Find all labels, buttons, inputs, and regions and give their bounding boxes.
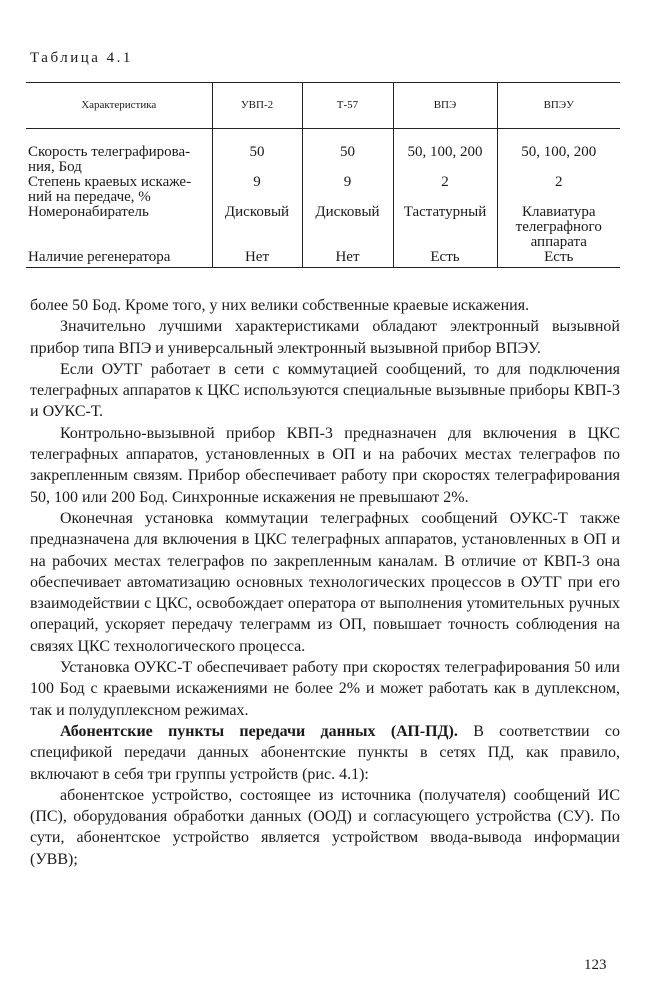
paragraph: абонентское устройство, состоящее из источника (получателя) сообщений ИС (ПС), оборудования обработки данных (ООД) и согласующего устройства (СУ). По сути, абонентское устройство является устройством ввода-вывода информации (УВВ); xyxy=(30,786,620,868)
table-cell: Есть xyxy=(497,250,620,268)
table-row xyxy=(26,250,620,268)
column-header: ВПЭ xyxy=(393,83,497,129)
table-cell: Нет xyxy=(302,250,393,268)
table-cell: Нет xyxy=(212,250,302,268)
paragraph: Установка ОУКС-Т обеспечивает работу при скоростях телеграфирования 50 или 100 Бод с краевыми искажениями не более 2% и может работать как в дуплексном, так и полудуплексном режимах. xyxy=(30,659,620,719)
table-row xyxy=(26,205,620,250)
column-header: УВП-2 xyxy=(212,83,302,129)
table-cell: 2 xyxy=(497,175,620,205)
table-cell: 2 xyxy=(393,175,497,205)
table-row xyxy=(26,175,620,205)
column-header: Характеристика xyxy=(26,83,212,129)
table-cell: 50 xyxy=(302,129,393,176)
table-caption: Таблица 4.1 xyxy=(30,50,133,66)
row-label: Номеронабиратель xyxy=(28,204,149,220)
row-label: Степень краевых искаже-ний на передаче, % xyxy=(28,174,192,205)
page-number: 123 xyxy=(584,957,607,973)
table-cell: 9 xyxy=(302,175,393,205)
characteristics-table xyxy=(26,82,620,268)
table-row xyxy=(26,129,620,176)
column-header: Т-57 xyxy=(302,83,393,129)
paragraph: Оконечная установка коммутации телеграфных сообщений ОУКС-Т также предназначена для включения в ЦКС телеграфных аппаратов, установленных в ОП и на рабочих местах телеграфов по закрепленным каналам. В отличие от КВП-3 она обеспечивает автоматизацию основных технологических процессов в ОУТГ при его взаимодействии с ЦКС, освобождает оператора от выполнения утомительных ручных операций, ускоряет передачу телеграмм из ОП, повышает точность соблюдения на связях ЦКС технологического процесса. xyxy=(30,509,620,655)
paragraph: Если ОУТГ работает в сети с коммутацией сообщений, то для подключения телеграфных аппаратов к ЦКС используются специальные вызывные приборы КВП-3 и ОУКС-Т. xyxy=(30,360,620,421)
table-cell: Дисковый xyxy=(302,205,393,250)
table-cell: Тастатурный xyxy=(393,205,497,250)
column-header: ВПЭУ xyxy=(497,83,620,129)
section-text: В соответствии со спецификой передачи данных абонентские пункты в сетях ПД, как правило, включают в себя три группы устройств (рис. 4.1): xyxy=(30,722,621,783)
table-cell: Есть xyxy=(393,250,497,268)
table-cell: Клавиатура телеграфного аппарата xyxy=(497,205,620,250)
table-header-row xyxy=(26,83,620,129)
table-cell: 50, 100, 200 xyxy=(393,129,497,176)
section-paragraph xyxy=(30,721,620,785)
paragraph: Контрольно-вызывной прибор КВП-3 предназначен для включения в ЦКС телеграфных аппаратов, установленных в ОП и на рабочих местах телеграфов по закрепленным связям. Прибор обеспечивает работу при скоростях телеграфирования 50, 100 или 200 Бод. Синхронные искажения не превышают 2%. xyxy=(30,424,620,506)
table-cell: 50, 100, 200 xyxy=(497,129,620,176)
row-label: Наличие регенератора xyxy=(26,250,212,268)
paragraph: Значительно лучшими характеристиками обладают электронный вызывной прибор типа ВПЭ и универсальный электронный вызывной прибор ВПЭУ. xyxy=(30,318,620,357)
table-cell: 50 xyxy=(212,129,302,176)
table-cell: 9 xyxy=(212,175,302,205)
table-cell: Дисковый xyxy=(212,205,302,250)
row-label: Скорость телеграфирова-ния, Бод xyxy=(28,144,191,175)
paragraph: более 50 Бод. Кроме того, у них велики собственные краевые искажения. xyxy=(30,297,530,314)
section-heading: Абонентские пункты передачи данных (АП-ПД). xyxy=(60,722,458,740)
body-text xyxy=(30,295,620,870)
